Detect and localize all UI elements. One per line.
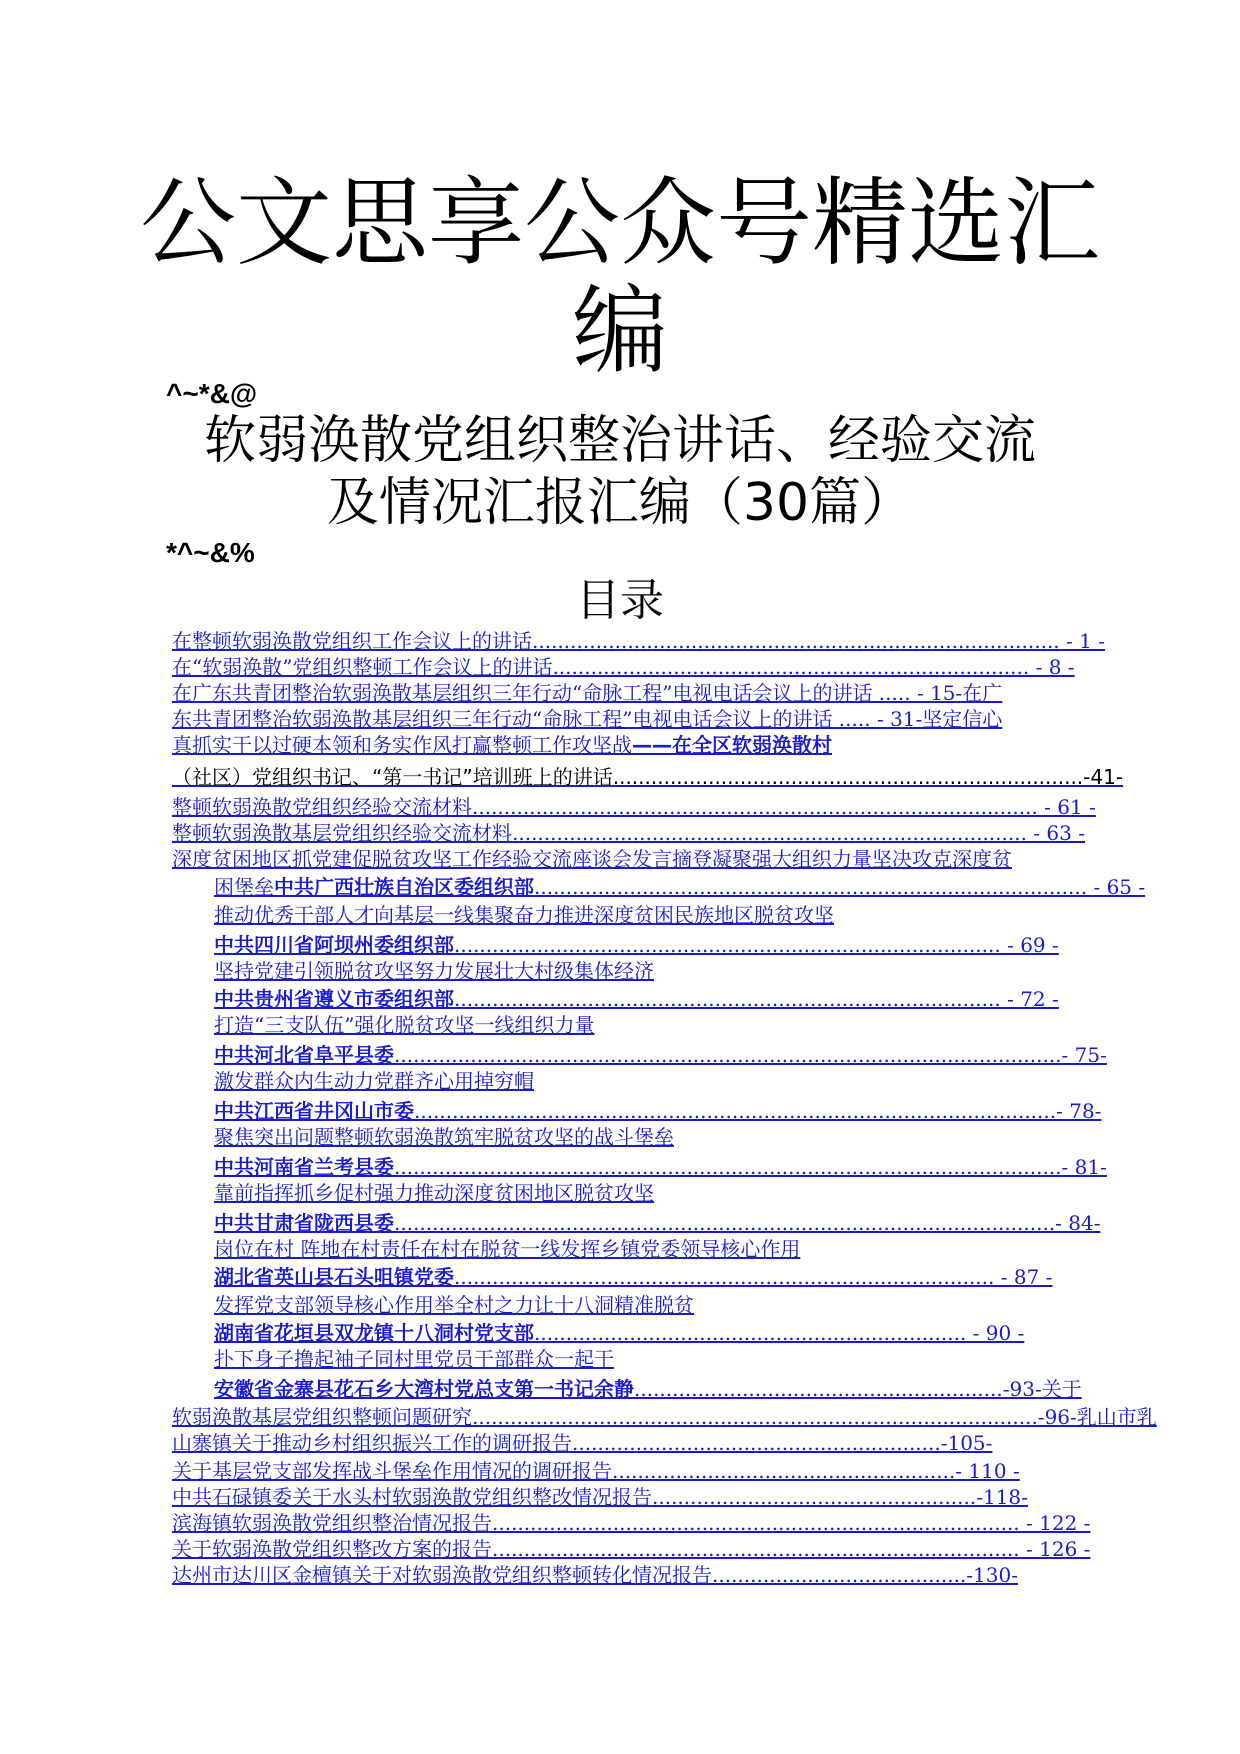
toc-heading: 目录 [576, 575, 664, 626]
toc-page-number: ...................................................................................... - 69 - [454, 933, 1059, 957]
toc-entry[interactable] [214, 1264, 1052, 1290]
toc-entry[interactable]: 靠前指挥抓乡促村强力推动深度贫困地区脱贫攻坚 [214, 1181, 654, 1205]
toc-entry-subtitle: ——在全区软弱涣散村 [632, 733, 832, 757]
toc-entry[interactable]: 激发群众内生动力党群齐心用掉穷帽 [214, 1069, 534, 1093]
toc-entry[interactable]: 整顿软弱涣散基层党组织经验交流材料................................................................................. - 63 - [172, 821, 1085, 845]
toc-entry[interactable]: 中共石碌镇委关于水头村软弱涣散党组织整改情况报告...................................................-118- [172, 1485, 1028, 1509]
toc-page-number: ....................................................................................... - 65 - [534, 875, 1146, 899]
toc-entry[interactable] [172, 732, 832, 758]
toc-entry[interactable]: 在“软弱涣散”党组织整顿工作会议上的讲话........................................................................... - 8 - [172, 655, 1075, 679]
toc-entry-author: 湖北省英山县石头咀镇党委 [214, 1265, 454, 1289]
toc-entry-text: 真抓实干以过硬本领和务实作风打赢整顿工作攻坚战 [172, 733, 632, 757]
toc-page-number: ..........................................................................-41- [612, 765, 1124, 789]
toc-entry[interactable]: 发挥党支部领导核心作用举全村之力让十八洞精准脱贫 [214, 1293, 694, 1317]
toc-entry[interactable]: 东共青团整治软弱涣散基层组织三年行动“命脉工程”电视电话会议上的讲话 ..... - 31-坚定信心 [172, 707, 1003, 731]
subtitle-line2: 及情况汇报汇编（30篇） [326, 473, 914, 533]
toc-entry-text: 困堡垒 [214, 875, 274, 899]
toc-entry-author: 中共河南省兰考县委 [214, 1155, 394, 1179]
toc-entry[interactable]: 坚持党建引领脱贫攻坚努力发展壮大村级集体经济 [214, 959, 654, 983]
toc-entry-author: 湖南省花垣县双龙镇十八洞村党支部 [214, 1321, 534, 1345]
toc-page-number: .........................................................................................................- 81- [394, 1155, 1107, 1179]
toc-entry[interactable]: 岗位在村 阵地在村责任在村在脱贫一线发挥乡镇党委领导核心作用 [214, 1237, 801, 1261]
toc-entry[interactable]: 聚焦突出问题整顿软弱涣散筑牢脱贫攻坚的战斗堡垒 [214, 1125, 674, 1149]
document-title-line2: 编 [572, 275, 668, 387]
toc-entry[interactable] [214, 1154, 1107, 1180]
toc-entry[interactable]: 关于基层党支部发挥战斗堡垒作用情况的调研报告......................................................- 110 - [172, 1459, 1020, 1483]
toc-entry-author: 中共贵州省遵义市委组织部 [214, 987, 454, 1011]
toc-entry-text: （社区）党组织书记、“第一书记”培训班上的讲话 [172, 765, 613, 789]
toc-entry[interactable]: 推动优秀干部人才向基层一线集聚奋力推进深度贫困民族地区脱贫攻坚 [214, 903, 834, 927]
toc-entry[interactable]: 山寨镇关于推动乡村组织振兴工作的调研报告..........................................................-105- [172, 1431, 993, 1455]
toc-entry[interactable] [214, 1098, 1101, 1124]
toc-page-number: .........................................................................................................- 75- [394, 1043, 1107, 1067]
toc-entry[interactable]: 滨海镇软弱涣散党组织整治情况报告................................................................................... - 122 - [172, 1511, 1091, 1535]
toc-entry-author: 中共江西省井冈山市委 [214, 1099, 414, 1123]
toc-page-number: ...................................................................................... - 72 - [454, 987, 1059, 1011]
marker-top: ^~*&@ [166, 378, 258, 409]
toc-entry[interactable]: 深度贫困地区抓党建促脱贫攻坚工作经验交流座谈会发言摘登凝聚强大组织力量坚决攻克深度贫 [172, 847, 1012, 871]
toc-entry[interactable] [214, 1042, 1107, 1068]
marker-bottom: *^~&% [166, 537, 255, 568]
toc-entry-author: 中共河北省阜平县委 [214, 1043, 394, 1067]
toc-entry[interactable] [214, 932, 1059, 958]
toc-entry[interactable]: 软弱涣散基层党组织整顿问题研究.........................................................................................-96-乳山市乳 [172, 1405, 1157, 1429]
toc-page-number: .................................................................... - 90 - [534, 1321, 1025, 1345]
toc-entry-author: 中共四川省阿坝州委组织部 [214, 933, 454, 957]
subtitle-line1: 软弱涣散党组织整治讲话、经验交流 [203, 411, 1036, 471]
toc-page-number: .....................................................................................................- 78- [414, 1099, 1102, 1123]
toc-entry[interactable]: 在广东共青团整治软弱涣散基层组织三年行动“命脉工程”电视电话会议上的讲话 ..... - 15-在广 [172, 681, 1003, 705]
toc-entry[interactable] [214, 1210, 1101, 1236]
toc-entry[interactable]: 达州市达川区金檀镇关于对软弱涣散党组织整顿转化情况报告........................................-130- [172, 1563, 1018, 1587]
toc-entry[interactable]: 扑下身子撸起袖子同村里党员干部群众一起干 [214, 1347, 614, 1371]
toc-entry[interactable] [214, 874, 1145, 900]
toc-page-number: ..................................................................................... - 87 - [454, 1265, 1053, 1289]
toc-entry[interactable] [214, 986, 1059, 1012]
toc-entry[interactable]: 整顿软弱涣散党组织经验交流材料......................................................................................... - 61 - [172, 795, 1096, 819]
toc-entry[interactable]: 打造“三支队伍”强化脱贫攻坚一线组织力量 [214, 1013, 595, 1037]
document-title-line1: 公文思享公众号精选汇 [140, 167, 1100, 279]
toc-entry[interactable] [172, 764, 1123, 790]
toc-entry-author: 安徽省金寨县花石乡大湾村党总支第一书记余静 [214, 1377, 634, 1401]
toc-entry-author: 中共广西壮族自治区委组织部 [274, 875, 534, 899]
toc-page-number: ........................................................................................................- 84- [394, 1211, 1101, 1235]
toc-entry[interactable]: 关于软弱涣散党组织整改方案的报告................................................................................... - 126 - [172, 1537, 1091, 1561]
toc-entry[interactable] [214, 1320, 1024, 1346]
toc-entry-author: 中共甘肃省陇西县委 [214, 1211, 394, 1235]
toc-entry[interactable]: 在整顿软弱涣散党组织工作会议上的讲话................................................................................... - 1 - [172, 629, 1105, 653]
toc-entry[interactable] [214, 1376, 1082, 1402]
toc-page-number: ..........................................................-93-关于 [634, 1377, 1082, 1401]
